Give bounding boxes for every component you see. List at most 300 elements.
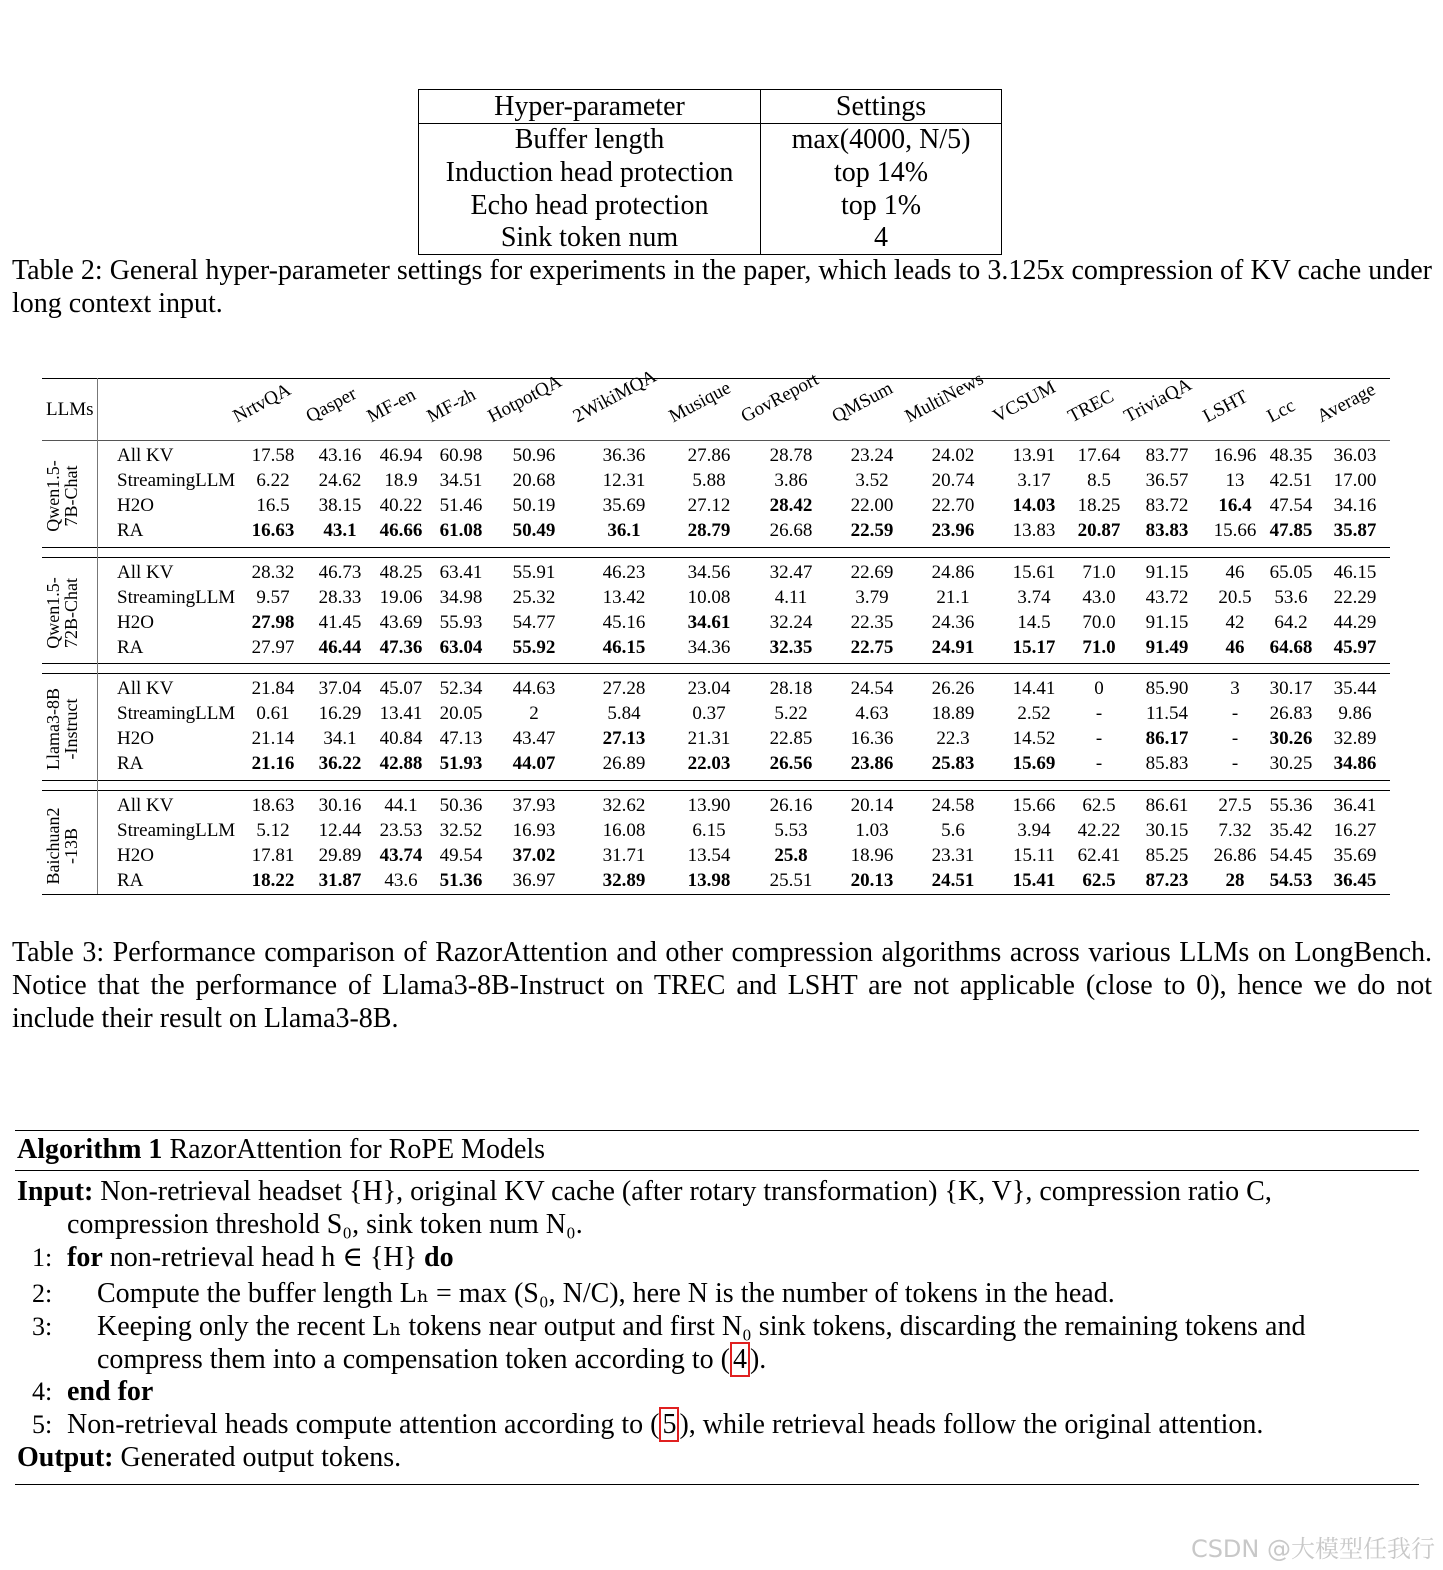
table-cell: 44.29 [1333,612,1377,633]
table-cell: 34.56 [687,562,731,583]
algorithm-step-2: Compute the buffer length Lₕ = max (S₀, N/C), here N is the number of tokens in the head. [97,1278,1115,1309]
column-header: Lcc [1263,395,1299,428]
table-cell: 3.17 [1017,470,1051,491]
table-cell: 22.75 [850,637,894,658]
table-cell: 34.1 [323,728,357,749]
table-cell: 2.52 [1017,703,1051,724]
table-cell: 26.86 [1213,845,1257,866]
table-cell: 63.41 [439,562,483,583]
table-cell: 23.04 [687,678,731,699]
table-cell: 43.72 [1145,587,1189,608]
table-cell: 5.88 [692,470,726,491]
table-cell: 37.02 [512,845,556,866]
method-name: StreamingLLM [117,470,236,491]
table-cell: 43.74 [379,845,423,866]
table-cell: 29.89 [318,845,362,866]
table-cell: 35.44 [1333,678,1377,699]
table-cell: 35.42 [1269,820,1313,841]
table-cell: 3 [1230,678,1240,699]
table-cell: 26.16 [769,795,813,816]
table-cell: 26.26 [931,678,975,699]
table-cell: 20.74 [931,470,975,491]
label-column-divider [97,378,98,894]
table-cell: 25.32 [512,587,556,608]
table-cell: 32.35 [769,637,813,658]
table-cell: 0 [1094,678,1104,699]
table3-caption: Table 3: Performance comparison of RazorAttention and other compression algorithms across various LLMs on LongBench. Notice that the performance of Llama3-8B-Instruct on TREC and LSHT are not applicable (close to 0), hence we do not include their result on Llama3-8B. [12,937,1432,1034]
table-cell: 55.93 [439,612,483,633]
table-rule [42,557,1390,558]
table-cell: 11.54 [1145,703,1189,724]
table-cell: 64.2 [1274,612,1308,633]
table-cell: 21.14 [251,728,295,749]
table-cell: 22.3 [936,728,970,749]
table-cell: 18.25 [1077,495,1121,516]
table-cell: 35.87 [1333,520,1377,541]
table-cell: 3.52 [855,470,889,491]
hyperparameter-table [418,89,1002,255]
table-cell: 24.54 [850,678,894,699]
table-cell: 17.58 [251,445,295,466]
line-number: 4: [32,1377,53,1406]
table-cell: 24.91 [931,637,975,658]
table-cell: 44.1 [384,795,418,816]
table-rule [42,673,1390,674]
table-cell: 20.13 [850,870,894,891]
table-cell: 62.5 [1082,870,1116,891]
column-header: QMSum [828,377,897,428]
table-cell: - [1095,753,1103,774]
table-cell: 31.87 [318,870,362,891]
table-cell: 45.07 [379,678,423,699]
table-cell: 20.87 [1077,520,1121,541]
table-rule [42,547,1390,548]
table-cell: 5.53 [774,820,808,841]
table-cell: 4.63 [855,703,889,724]
table-cell: 5.12 [256,820,290,841]
equation-ref-link[interactable]: 4 [730,1342,750,1377]
table-cell: 48.35 [1269,445,1313,466]
column-header: HotpotQA [484,370,566,428]
table-cell: 83.77 [1145,445,1189,466]
table2-cell: top 14% [833,157,929,188]
table-cell: 28.42 [769,495,813,516]
model-group-label: Qwen1.5- 7B-Chat [43,460,81,532]
table-cell: 54.45 [1269,845,1313,866]
table2-cell: max(4000, N/5) [791,124,971,155]
table-cell: 10.08 [687,587,731,608]
table2-cell: Echo head protection [470,190,709,221]
method-name: All KV [117,678,174,699]
table-cell: 47.54 [1269,495,1313,516]
table-cell: 23.86 [850,753,894,774]
table-cell: 34.36 [687,637,731,658]
table-cell: 71.0 [1082,637,1116,658]
table-cell: 47.13 [439,728,483,749]
table2-cell: Sink token num [500,222,679,253]
method-name: H2O [117,612,154,633]
table-cell: 46.66 [379,520,423,541]
table-cell: 45.16 [602,612,646,633]
table-cell: 31.71 [602,845,646,866]
table-cell: 40.84 [379,728,423,749]
algorithm-step-1 [67,1241,454,1274]
table-cell: 30.25 [1269,753,1313,774]
table-cell: 55.91 [512,562,556,583]
table-cell: 43.6 [384,870,418,891]
step-text: ). [749,1344,767,1375]
table-cell: 3.94 [1017,820,1051,841]
table-cell: 8.5 [1087,470,1111,491]
table-cell: 23.53 [379,820,423,841]
table-cell: 3.79 [855,587,889,608]
table-cell: 36.41 [1333,795,1377,816]
table-cell: 4.11 [774,587,808,608]
table-cell: 26.68 [769,520,813,541]
table-cell: 0.61 [256,703,290,724]
table-cell: 16.5 [256,495,290,516]
table-cell: 24.36 [931,612,975,633]
table-cell: 85.83 [1145,753,1189,774]
table-cell: 47.85 [1269,520,1313,541]
table-cell: 15.61 [1012,562,1056,583]
table-cell: 20.68 [512,470,556,491]
table-cell: 48.25 [379,562,423,583]
table-cell: 62.41 [1077,845,1121,866]
method-name: H2O [117,495,154,516]
table-cell: 22.35 [850,612,894,633]
table-cell: 15.69 [1012,753,1056,774]
table-cell: 32.89 [1333,728,1377,749]
table-cell: - [1231,753,1239,774]
table-cell: 45.97 [1333,637,1377,658]
line-number: 1: [32,1243,53,1272]
column-header: NrtvQA [229,379,295,428]
table-cell: 63.04 [439,637,483,658]
table-cell: 46.44 [318,637,362,658]
step-text: compress them into a compensation token according to ( [97,1344,730,1375]
table-rule [42,790,1390,791]
table-cell: 43.69 [379,612,423,633]
table-cell: 62.5 [1082,795,1116,816]
keyword: do [424,1242,454,1273]
table-cell: 13 [1225,470,1245,491]
algorithm-step-5 [67,1408,1263,1441]
table-cell: 18.9 [384,470,418,491]
table-cell: 28.79 [687,520,731,541]
table-cell: 71.0 [1082,562,1116,583]
table-cell: 14.5 [1017,612,1051,633]
table-cell: 46.15 [1333,562,1377,583]
table-cell: 1.03 [855,820,889,841]
column-header: MF-zh [423,384,480,428]
table-cell: 41.45 [318,612,362,633]
table-cell: 28.78 [769,445,813,466]
table-cell: 28 [1225,870,1245,891]
algorithm-bottom-rule [15,1484,1419,1485]
table-cell: 7.32 [1218,820,1252,841]
corner-label: LLMs [46,399,94,420]
table-cell: 64.68 [1269,637,1313,658]
table-cell: 22.69 [850,562,894,583]
table-cell: 55.92 [512,637,556,658]
table-cell: 27.12 [687,495,731,516]
table-cell: 17.81 [251,845,295,866]
table-cell: 14.03 [1012,495,1056,516]
table-cell: 36.36 [602,445,646,466]
table-cell: 50.36 [439,795,483,816]
table-cell: 6.22 [256,470,290,491]
table-cell: 16.36 [850,728,894,749]
output-label: Output: [17,1442,114,1473]
line-number: 5: [32,1410,53,1439]
table-cell: 86.17 [1145,728,1189,749]
step-text: ), while retrieval heads follow the original attention. [679,1409,1264,1440]
table-cell: 25.8 [774,845,808,866]
table-rule [42,780,1390,781]
table2-header-param: Hyper-parameter [494,91,685,122]
line-number: 3: [32,1312,53,1341]
table-cell: - [1231,703,1239,724]
table-cell: 20.14 [850,795,894,816]
table-cell: 46.23 [602,562,646,583]
table-cell: 61.08 [439,520,483,541]
table-cell: 36.45 [1333,870,1377,891]
table-cell: 2 [529,703,539,724]
table-cell: 86.61 [1145,795,1189,816]
table-cell: 46.15 [602,637,646,658]
column-header: MF-en [363,384,420,428]
table-cell: 22.03 [687,753,731,774]
column-header: Average [1313,379,1380,428]
table-cell: 30.15 [1145,820,1189,841]
table-cell: 28.18 [769,678,813,699]
output-text: Generated output tokens. [120,1442,402,1473]
table-cell: 15.66 [1012,795,1056,816]
table-cell: 32.62 [602,795,646,816]
method-name: StreamingLLM [117,703,236,724]
table-cell: 27.98 [251,612,295,633]
table-cell: 24.62 [318,470,362,491]
table-cell: - [1231,728,1239,749]
table-cell: 16.27 [1333,820,1377,841]
table-cell: 13.54 [687,845,731,866]
table-cell: 6.15 [692,820,726,841]
table-cell: 34.16 [1333,495,1377,516]
table-cell: 12.31 [602,470,646,491]
table-cell: 91.49 [1145,637,1189,658]
table-cell: 16.96 [1213,445,1257,466]
algorithm-output [17,1441,401,1474]
table-cell: 36.97 [512,870,556,891]
table-cell: 14.52 [1012,728,1056,749]
input-text: Non-retrieval headset {H}, original KV cache (after rotary transformation) {K, V}, compression ratio C, [100,1176,1272,1207]
table-cell: 49.54 [439,845,483,866]
table-cell: 85.25 [1145,845,1189,866]
table-cell: 44.63 [512,678,556,699]
method-name: RA [117,637,144,658]
table-cell: 51.36 [439,870,483,891]
column-header: GovReport [737,368,823,428]
column-header: TREC [1064,385,1118,428]
table-cell: 24.02 [931,445,975,466]
table-cell: 36.1 [607,520,641,541]
table-cell: 14.41 [1012,678,1056,699]
algorithm-header-rule [15,1170,1419,1171]
table-cell: 22.70 [931,495,975,516]
algorithm-title [17,1133,545,1166]
table-cell: 3.86 [774,470,808,491]
table-cell: 3.74 [1017,587,1051,608]
table-cell: 26.89 [602,753,646,774]
table-cell: 60.98 [439,445,483,466]
keyword: end for [67,1376,154,1407]
table-cell: 47.36 [379,637,423,658]
table-cell: 32.52 [439,820,483,841]
table-cell: 16.4 [1218,495,1252,516]
table-cell: 54.77 [512,612,556,633]
watermark: CSDN @大模型任我行 [1190,1535,1435,1563]
table-cell: 83.72 [1145,495,1189,516]
table-cell: 70.0 [1082,612,1116,633]
table-cell: 18.22 [251,870,295,891]
table-cell: 24.86 [931,562,975,583]
table-cell: 22.00 [850,495,894,516]
algorithm-title-text: RazorAttention for RoPE Models [169,1134,546,1165]
table-cell: 21.31 [687,728,731,749]
table-cell: 36.57 [1145,470,1189,491]
table-cell: 43.1 [323,520,357,541]
method-name: RA [117,753,144,774]
table-cell: 0.37 [692,703,726,724]
table-cell: 18.96 [850,845,894,866]
table-cell: 9.57 [256,587,290,608]
table-cell: 37.93 [512,795,556,816]
table-cell: 27.28 [602,678,646,699]
table-cell: - [1095,703,1103,724]
table-cell: 46 [1225,637,1245,658]
keyword: for [67,1242,103,1273]
table-cell: 22.85 [769,728,813,749]
table-cell: 30.26 [1269,728,1313,749]
table-cell: 27.97 [251,637,295,658]
table-cell: 13.98 [687,870,731,891]
table-rule [42,440,1390,441]
table-cell: 18.63 [251,795,295,816]
table-cell: 24.58 [931,795,975,816]
table-cell: 38.15 [318,495,362,516]
table-cell: 35.69 [602,495,646,516]
algorithm-label: Algorithm 1 [17,1134,163,1165]
table-cell: 43.0 [1082,587,1116,608]
table-cell: 12.44 [318,820,362,841]
table-cell: 43.47 [512,728,556,749]
method-name: All KV [117,445,174,466]
algorithm-step-3: Keeping only the recent Lₕ tokens near output and first N₀ sink tokens, discarding the remaining tokens and [97,1311,1306,1342]
table-cell: 50.96 [512,445,556,466]
table-cell: 43.16 [318,445,362,466]
table-cell: 17.64 [1077,445,1121,466]
algorithm-step-4 [67,1375,153,1408]
table2-caption: Table 2: General hyper-parameter settings for experiments in the paper, which leads to 3.125x compression of KV cache under long context input. [12,255,1432,319]
table2-cell: Buffer length [514,124,665,155]
table-cell: 51.46 [439,495,483,516]
table-cell: 34.98 [439,587,483,608]
table-cell: 15.66 [1213,520,1257,541]
table-cell: 46.94 [379,445,423,466]
table-cell: 91.15 [1145,562,1189,583]
table-cell: 30.16 [318,795,362,816]
table-cell: 18.89 [931,703,975,724]
table-cell: 27.86 [687,445,731,466]
table-cell: 23.96 [931,520,975,541]
table-cell: 13.41 [379,703,423,724]
method-name: StreamingLLM [117,587,236,608]
table-cell: 51.93 [439,753,483,774]
table-cell: 27.5 [1218,795,1252,816]
table-cell: 54.53 [1269,870,1313,891]
table-cell: 28.32 [251,562,295,583]
method-name: All KV [117,562,174,583]
table-cell: 27.13 [602,728,646,749]
table-cell: 34.61 [687,612,731,633]
table-cell: 23.24 [850,445,894,466]
table-cell: 37.04 [318,678,362,699]
column-header: MultiNews [901,368,988,428]
table-cell: 36.22 [318,753,362,774]
method-name: H2O [117,845,154,866]
table-cell: 21.16 [251,753,295,774]
column-header: 2WikiMQA [569,365,660,428]
table-cell: 26.56 [769,753,813,774]
table-cell: 40.22 [379,495,423,516]
algorithm-top-rule [15,1130,1419,1131]
model-group-label: Llama3-8B -Instruct [43,688,81,770]
table-cell: 32.47 [769,562,813,583]
column-header: VCSUM [989,376,1060,428]
table-cell: 55.36 [1269,795,1313,816]
column-header: LSHT [1199,386,1252,428]
table-cell: 44.07 [512,753,556,774]
table-cell: 35.69 [1333,845,1377,866]
table-cell: 19.06 [379,587,423,608]
model-group-label: Baichuan2 -13B [43,807,81,885]
table-cell: 5.6 [941,820,965,841]
method-name: RA [117,870,144,891]
table-cell: 21.84 [251,678,295,699]
table-cell: 15.41 [1012,870,1056,891]
column-header: Qasper [302,383,361,428]
table-cell: 26.83 [1269,703,1313,724]
table-cell: 24.51 [931,870,975,891]
table-cell: 52.34 [439,678,483,699]
equation-ref-link[interactable]: 5 [659,1407,679,1442]
table-cell: 25.51 [769,870,813,891]
table-cell: 36.03 [1333,445,1377,466]
table-cell: 91.15 [1145,612,1189,633]
table-cell: 42.22 [1077,820,1121,841]
table-cell: 53.6 [1274,587,1308,608]
table-cell: 17.00 [1333,470,1377,491]
table-cell: 5.22 [774,703,808,724]
table2-cell: 4 [874,222,888,253]
table-cell: 34.86 [1333,753,1377,774]
table2-header-settings: Settings [835,91,927,122]
table-cell: 5.84 [607,703,641,724]
table-cell: 46 [1225,562,1245,583]
step-text: Non-retrieval heads compute attention according to ( [67,1409,660,1440]
table-cell: 20.05 [439,703,483,724]
